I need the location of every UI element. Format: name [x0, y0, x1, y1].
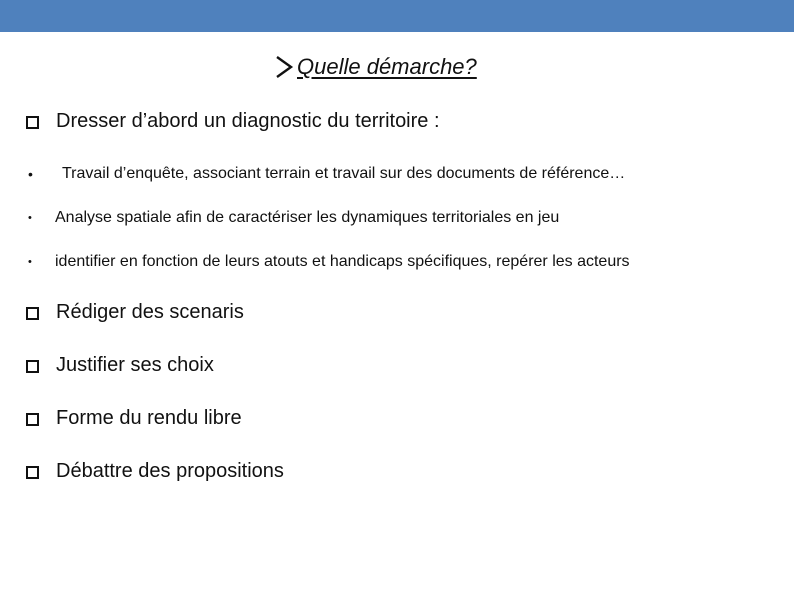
checkbox-icon — [26, 360, 39, 373]
list-item — [26, 301, 244, 324]
list-item-text: Dresser d’abord un diagnostic du territoire : — [56, 110, 440, 132]
bullet-icon: • — [28, 255, 32, 268]
list-item-text: Rédiger des scenaris — [56, 301, 244, 323]
list-item — [28, 209, 559, 227]
arrow-right-icon — [274, 54, 294, 80]
list-item-text: Travail d’enquête, associant terrain et travail sur des documents de référence… — [62, 165, 626, 182]
checkbox-icon — [26, 116, 39, 129]
list-item-text: Forme du rendu libre — [56, 407, 242, 429]
list-item — [26, 407, 242, 430]
list-item-text: identifier en fonction de leurs atouts et handicaps spécifiques, repérer les acteurs — [55, 253, 630, 270]
list-item-text: Justifier ses choix — [56, 354, 214, 376]
title-text: Quelle démarche? — [297, 54, 477, 79]
list-item — [26, 110, 440, 133]
list-item — [28, 165, 625, 183]
bullet-icon: • — [28, 166, 33, 182]
list-item — [26, 460, 284, 483]
list-item-text: Analyse spatiale afin de caractériser les dynamiques territoriales en jeu — [55, 209, 560, 226]
checkbox-icon — [26, 413, 39, 426]
checkbox-icon — [26, 307, 39, 320]
header-bar — [0, 0, 794, 32]
list-item — [26, 354, 214, 377]
bullet-icon: • — [28, 211, 32, 224]
slide-title — [274, 54, 477, 80]
list-item-text: Débattre des propositions — [56, 460, 284, 482]
list-item — [28, 253, 630, 271]
checkbox-icon — [26, 466, 39, 479]
